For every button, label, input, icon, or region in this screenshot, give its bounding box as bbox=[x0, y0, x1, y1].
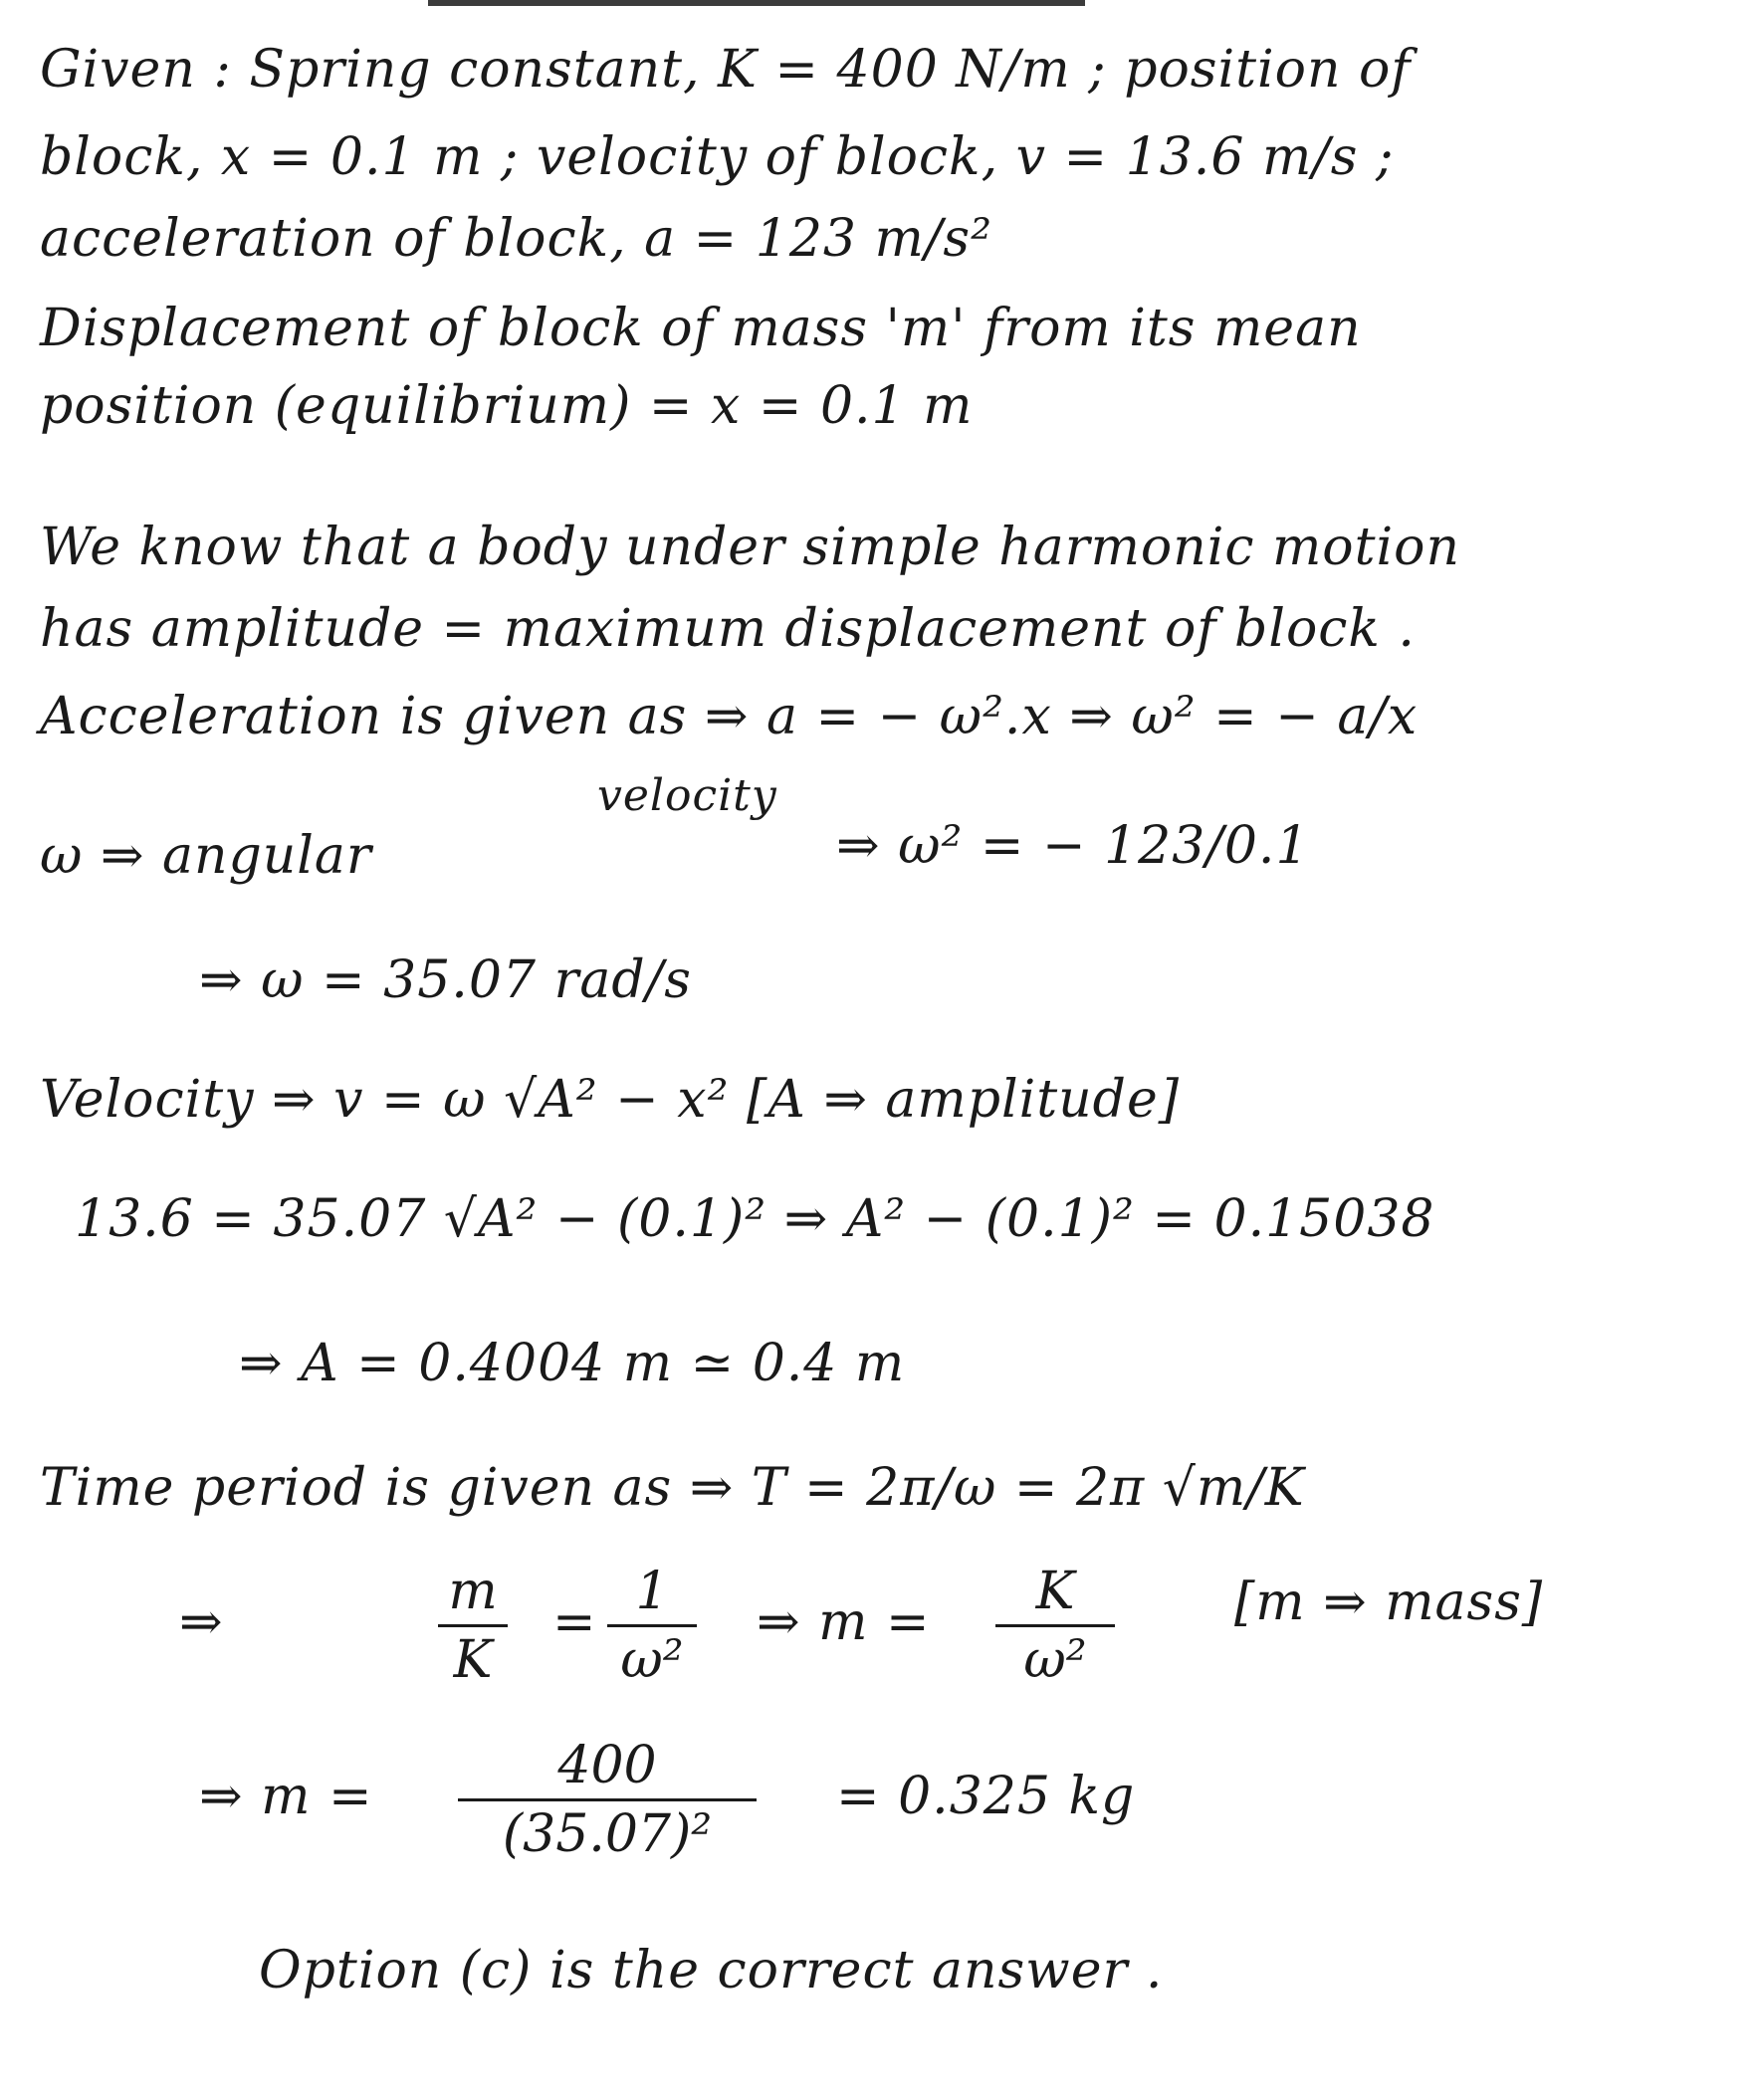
fraction-bar bbox=[607, 1624, 697, 1627]
fraction-denominator: ω² bbox=[1023, 1630, 1087, 1690]
fraction-denominator: (35.07)² bbox=[502, 1804, 713, 1864]
fraction-mass-value bbox=[458, 1737, 757, 1863]
equals-sign: = bbox=[552, 1592, 597, 1652]
scan-edge-mark bbox=[428, 0, 1085, 6]
amplitude-result: ⇒ A = 0.4004 m ≃ 0.4 m bbox=[239, 1334, 906, 1393]
implies-arrow: ⇒ bbox=[179, 1592, 224, 1652]
mass-result: = 0.325 kg bbox=[836, 1767, 1136, 1826]
given-line-1: Given : Spring constant, K = 400 N/m ; position of bbox=[40, 40, 1412, 100]
fraction-denominator: ω² bbox=[620, 1630, 684, 1690]
velocity-formula: Velocity ⇒ v = ω √A² − x² [A ⇒ amplitude] bbox=[40, 1070, 1181, 1130]
mass-equals: ⇒ m = bbox=[757, 1592, 931, 1652]
shm-line-2: has amplitude = maximum displacement of block . bbox=[40, 599, 1416, 659]
acceleration-line: Acceleration is given as ⇒ a = − ω².x ⇒ ω² = − a/x bbox=[40, 687, 1419, 746]
fraction-numerator: 1 bbox=[635, 1562, 669, 1621]
omega-angular-note: ω ⇒ angular bbox=[40, 826, 372, 886]
fraction-bar bbox=[438, 1624, 508, 1627]
velocity-word: velocity bbox=[597, 770, 777, 821]
omega-squared-line: ⇒ ω² = − 123/0.1 bbox=[836, 816, 1310, 876]
displacement-line-2: position (equilibrium) = x = 0.1 m bbox=[40, 376, 974, 436]
fraction-bar bbox=[458, 1798, 757, 1801]
shm-line-1: We know that a body under simple harmonic motion bbox=[40, 518, 1460, 577]
fraction-numerator: m bbox=[448, 1562, 498, 1621]
fraction-m-over-k bbox=[438, 1563, 508, 1689]
fraction-bar bbox=[995, 1624, 1115, 1627]
amplitude-equation: 13.6 = 35.07 √A² − (0.1)² ⇒ A² − (0.1)² = 0.15038 bbox=[75, 1189, 1435, 1249]
given-line-2: block, x = 0.1 m ; velocity of block, v = 13.6 m/s ; bbox=[40, 127, 1395, 187]
fraction-one-over-omega-sq bbox=[607, 1563, 697, 1689]
fraction-numerator: 400 bbox=[557, 1736, 657, 1795]
omega-result: ⇒ ω = 35.07 rad/s bbox=[199, 950, 692, 1010]
mass-note: [m ⇒ mass] bbox=[1234, 1573, 1544, 1632]
fraction-denominator: K bbox=[453, 1630, 493, 1690]
time-period-line: Time period is given as ⇒ T = 2π/ω = 2π √m/K bbox=[40, 1458, 1305, 1518]
given-line-3: acceleration of block, a = 123 m/s² bbox=[40, 209, 992, 269]
mass-prefix: ⇒ m = bbox=[199, 1767, 373, 1826]
displacement-line-1: Displacement of block of mass 'm' from its mean bbox=[40, 299, 1362, 358]
fraction-k-over-omega-sq bbox=[995, 1563, 1115, 1689]
final-answer: Option (c) is the correct answer . bbox=[259, 1941, 1164, 2000]
fraction-numerator: K bbox=[1035, 1562, 1075, 1621]
